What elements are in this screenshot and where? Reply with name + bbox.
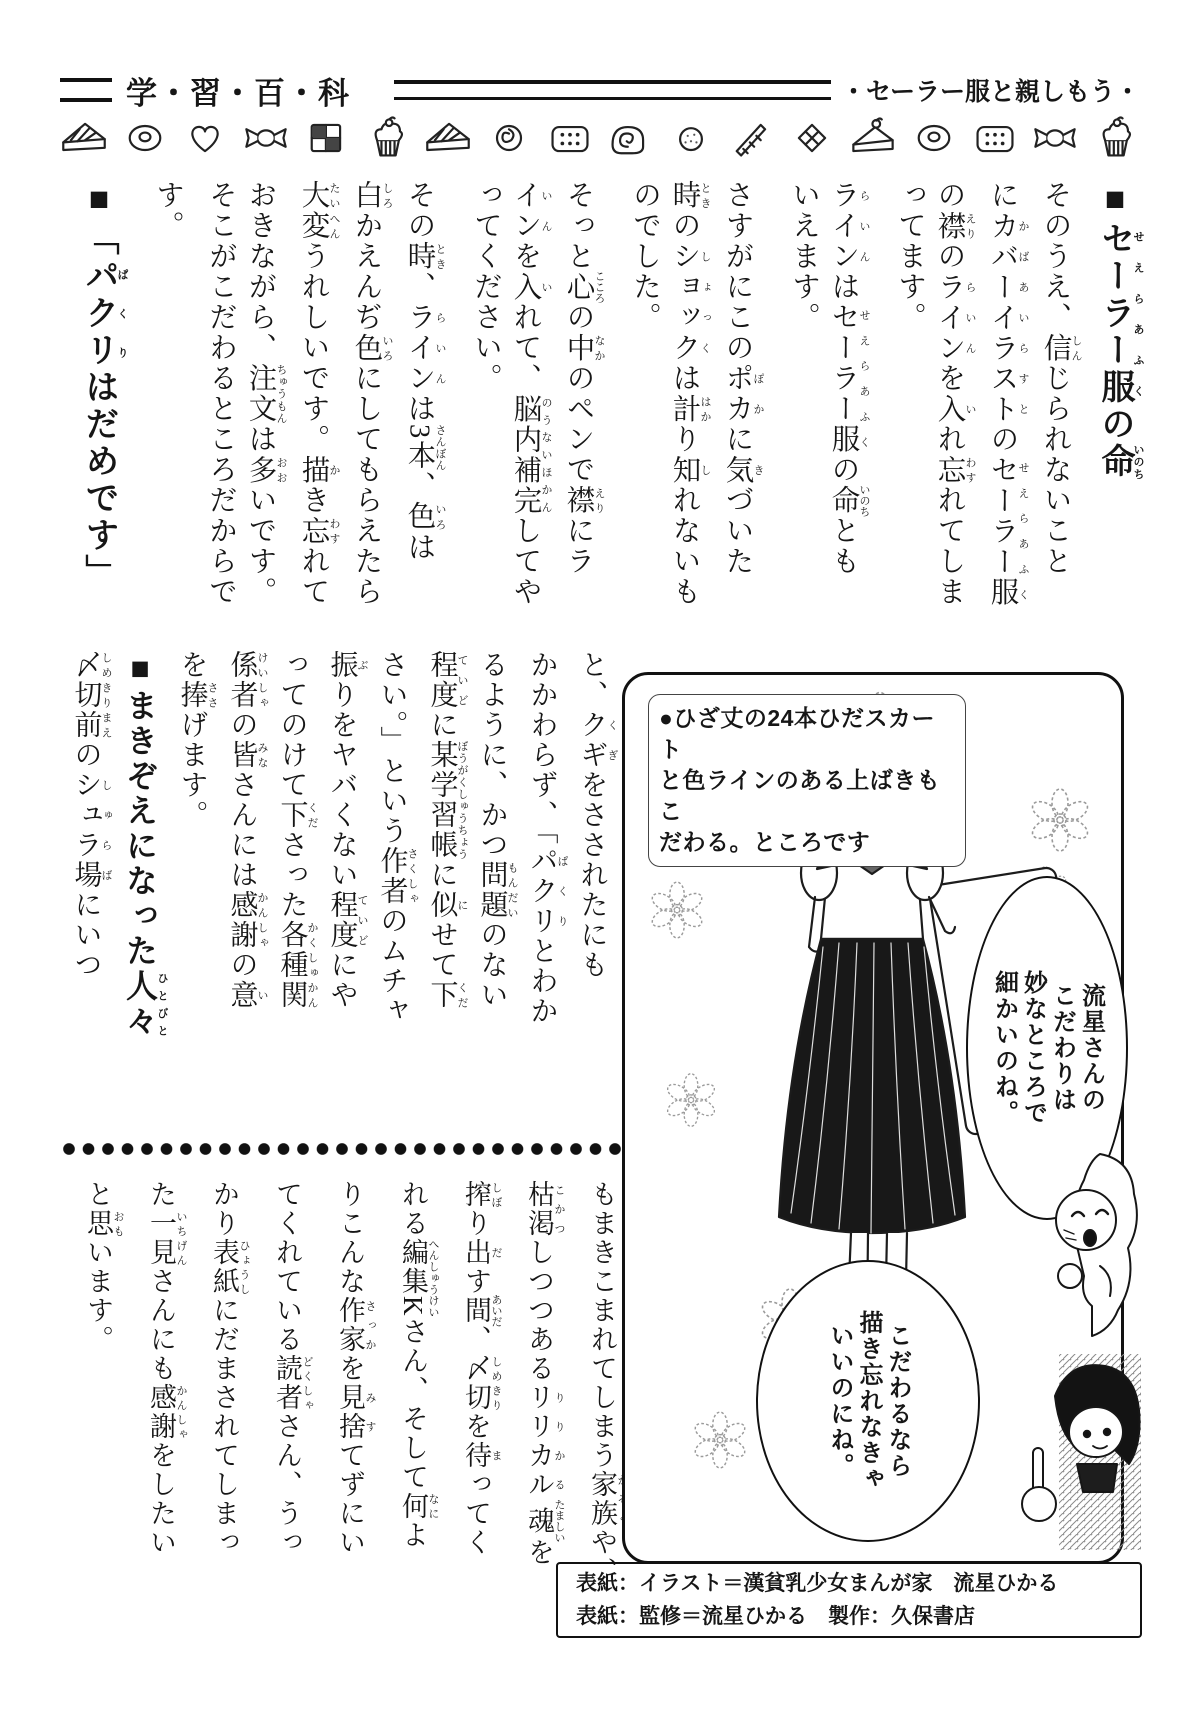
dotted-separator bbox=[62, 1142, 628, 1156]
caption-line: だわる。ところです bbox=[659, 829, 871, 855]
cupcake-cherry-icon bbox=[364, 116, 412, 165]
text-column: ってください。 bbox=[470, 180, 501, 394]
caption-line: ●ひざ丈の24本ひだスカート bbox=[659, 705, 935, 762]
text-column: と、クギくぎをさされたにも bbox=[576, 650, 618, 980]
text-column: と思 おもいます。 bbox=[83, 1180, 124, 1354]
text-column: そのうえ、信 しんじられないこと bbox=[1039, 180, 1082, 577]
text-column: ってのけて下くださった各種かくしゅ関かん bbox=[276, 650, 318, 1010]
truffle-ball-icon bbox=[667, 116, 715, 165]
credit-line-2: 表紙：監修＝流星ひかる 製作：久保書店 bbox=[576, 1605, 975, 1628]
text-column: 程度ていどに某学習帳ぼうがくしゅうちょうに似にせて下くだ bbox=[426, 650, 468, 1010]
text-column: にカバーイラスト かばあいらすとのセーラー服 せえらあふく bbox=[986, 180, 1029, 607]
page-title: 学・習・百・科 bbox=[126, 75, 350, 111]
text-column: そこがこだわるところだからで bbox=[205, 180, 236, 607]
section-heading: ■「パクリぱくりはだめです」 bbox=[80, 180, 128, 591]
text-column: その時 とき、ライン らいんは3本 さんぼん、色 いろは bbox=[403, 180, 446, 563]
text-column: 大変 たいへんうれしいです。描 かき忘 わすれて bbox=[297, 180, 340, 607]
credits-box bbox=[556, 1562, 1142, 1638]
text-column: イン いんを入 いれて、脳内補完 のうないほかんしてや bbox=[509, 180, 552, 607]
text-column: 係者けいしゃの皆みなさんには感謝かんしゃの意い bbox=[226, 650, 268, 1010]
text-column: 白 しろかえんぢ色 いろにしてもらえたら bbox=[350, 180, 393, 607]
text-column: た一見 いちげんさんにも感謝 かんしゃをしたい bbox=[146, 1180, 187, 1557]
text-column: かり表紙 ひょうしにだまされてしまっ bbox=[209, 1180, 250, 1557]
bubble-text-line: こだわりは bbox=[1048, 983, 1075, 1113]
donut-icon bbox=[121, 116, 169, 165]
illustration-caption bbox=[648, 694, 966, 867]
text-column: さい。」という作者さくしゃのムチャ bbox=[376, 650, 418, 1026]
text-column: 枯渇 こかつしつつあるリリカル りりかる魂 たましいを bbox=[524, 1180, 565, 1567]
page-subtitle: ・セーラー服と親しもう・ bbox=[840, 78, 1140, 106]
cake-slice-icon bbox=[424, 116, 472, 165]
text-column: もまきこまれてしまう家族や、 bbox=[587, 1180, 617, 1586]
page-header bbox=[60, 66, 1140, 114]
candy-wrapper-icon bbox=[1031, 116, 1079, 165]
text-column: いえます。 bbox=[788, 180, 819, 333]
biscuit-icon bbox=[546, 116, 594, 165]
bubble-text-line: 妙なところで bbox=[1019, 970, 1046, 1126]
rose-cookie-icon bbox=[485, 116, 533, 165]
cake-slice-cherry-icon bbox=[849, 116, 897, 165]
text-column: を捧ささげます。 bbox=[176, 650, 218, 830]
caption-line: と色ラインのある上ばきもこ bbox=[659, 767, 941, 824]
article-top bbox=[54, 180, 1144, 660]
text-column: てくれている読者 どくしゃさん、うっ bbox=[272, 1180, 313, 1557]
chibi-character-pointing bbox=[993, 1352, 1143, 1552]
wafer-stick-icon bbox=[728, 116, 776, 165]
speech-bubble-2 bbox=[756, 1260, 980, 1542]
donut-icon bbox=[910, 116, 958, 165]
text-column: す。 bbox=[152, 180, 183, 241]
bubble-text-line: 細かいのね。 bbox=[990, 970, 1017, 1126]
text-column: ってます。 bbox=[894, 180, 925, 333]
candy-wrapper-icon bbox=[242, 116, 290, 165]
credit-line-1: 表紙：イラスト＝漢貧乳少女まんが家 流星ひかる bbox=[576, 1572, 1059, 1595]
section-heading: ■まきぞえになった人々ひとびと bbox=[122, 650, 168, 1039]
sweets-icon-row bbox=[60, 110, 1140, 170]
text-column: そっと心 こころの中 なかのペンで襟 えりにラ bbox=[562, 180, 605, 577]
wrapped-candy-icon bbox=[788, 116, 836, 165]
text-column: の襟 えりのライン らいんを入 いれ忘 わすれてしま bbox=[933, 180, 976, 607]
article-middle bbox=[58, 650, 618, 1082]
chibi-character-blonde bbox=[1040, 1146, 1144, 1342]
bubble-text-line: いいのにね。 bbox=[826, 1323, 852, 1479]
checkered-wafer-icon bbox=[303, 116, 351, 165]
heart-cookie-icon bbox=[181, 116, 229, 165]
cupcake-cherry-icon bbox=[1092, 116, 1140, 165]
text-column: かかわらず、「パクリぱくりとわか bbox=[526, 650, 568, 1026]
text-column: のでした。 bbox=[629, 180, 660, 333]
bubble-text-line: 描き忘れなきゃ bbox=[855, 1310, 881, 1492]
text-column: れる編集K へんしゅうけいさん、そして何 なによ bbox=[398, 1180, 439, 1550]
text-column: 搾 しぼり出 だす間 あいだ、〆切 しめきりを待 まってく bbox=[461, 1180, 502, 1557]
bubble-text-line: こだわるなら bbox=[884, 1323, 910, 1479]
text-column: りこんな作家 さっかを見捨 みすてずにい bbox=[335, 1180, 376, 1557]
swiss-roll-icon bbox=[606, 116, 654, 165]
biscuit-icon bbox=[971, 116, 1019, 165]
double-bar-icon bbox=[60, 78, 112, 102]
text-column: ライン らいんはセーラー服 せえらあふくの命 いのちとも bbox=[827, 180, 870, 577]
text-column: 時 ときのショック しょっくは計 はかり知 しれないも bbox=[668, 180, 711, 607]
header-rule bbox=[394, 80, 831, 100]
article-bottom bbox=[58, 1180, 628, 1595]
text-column: るように、かつ問題もんだいのない bbox=[476, 650, 518, 1010]
text-column: 〆切前しめきりまえのシュラ場しゅらばにいつ bbox=[70, 650, 112, 980]
text-column: さすがにこのポカ ぽかに気 きづいた bbox=[721, 180, 764, 577]
text-column: おきながら、注文 ちゅうもんは多 おおいです。 bbox=[244, 180, 287, 607]
bubble-text-line: 流星さんの bbox=[1077, 983, 1104, 1113]
text-column: 振ぶりをヤバくない程度ていどにや bbox=[326, 650, 368, 1010]
section-heading: ■セーラー服せえらあふくの命いのち bbox=[1096, 180, 1144, 480]
cake-slice-icon bbox=[60, 116, 108, 165]
